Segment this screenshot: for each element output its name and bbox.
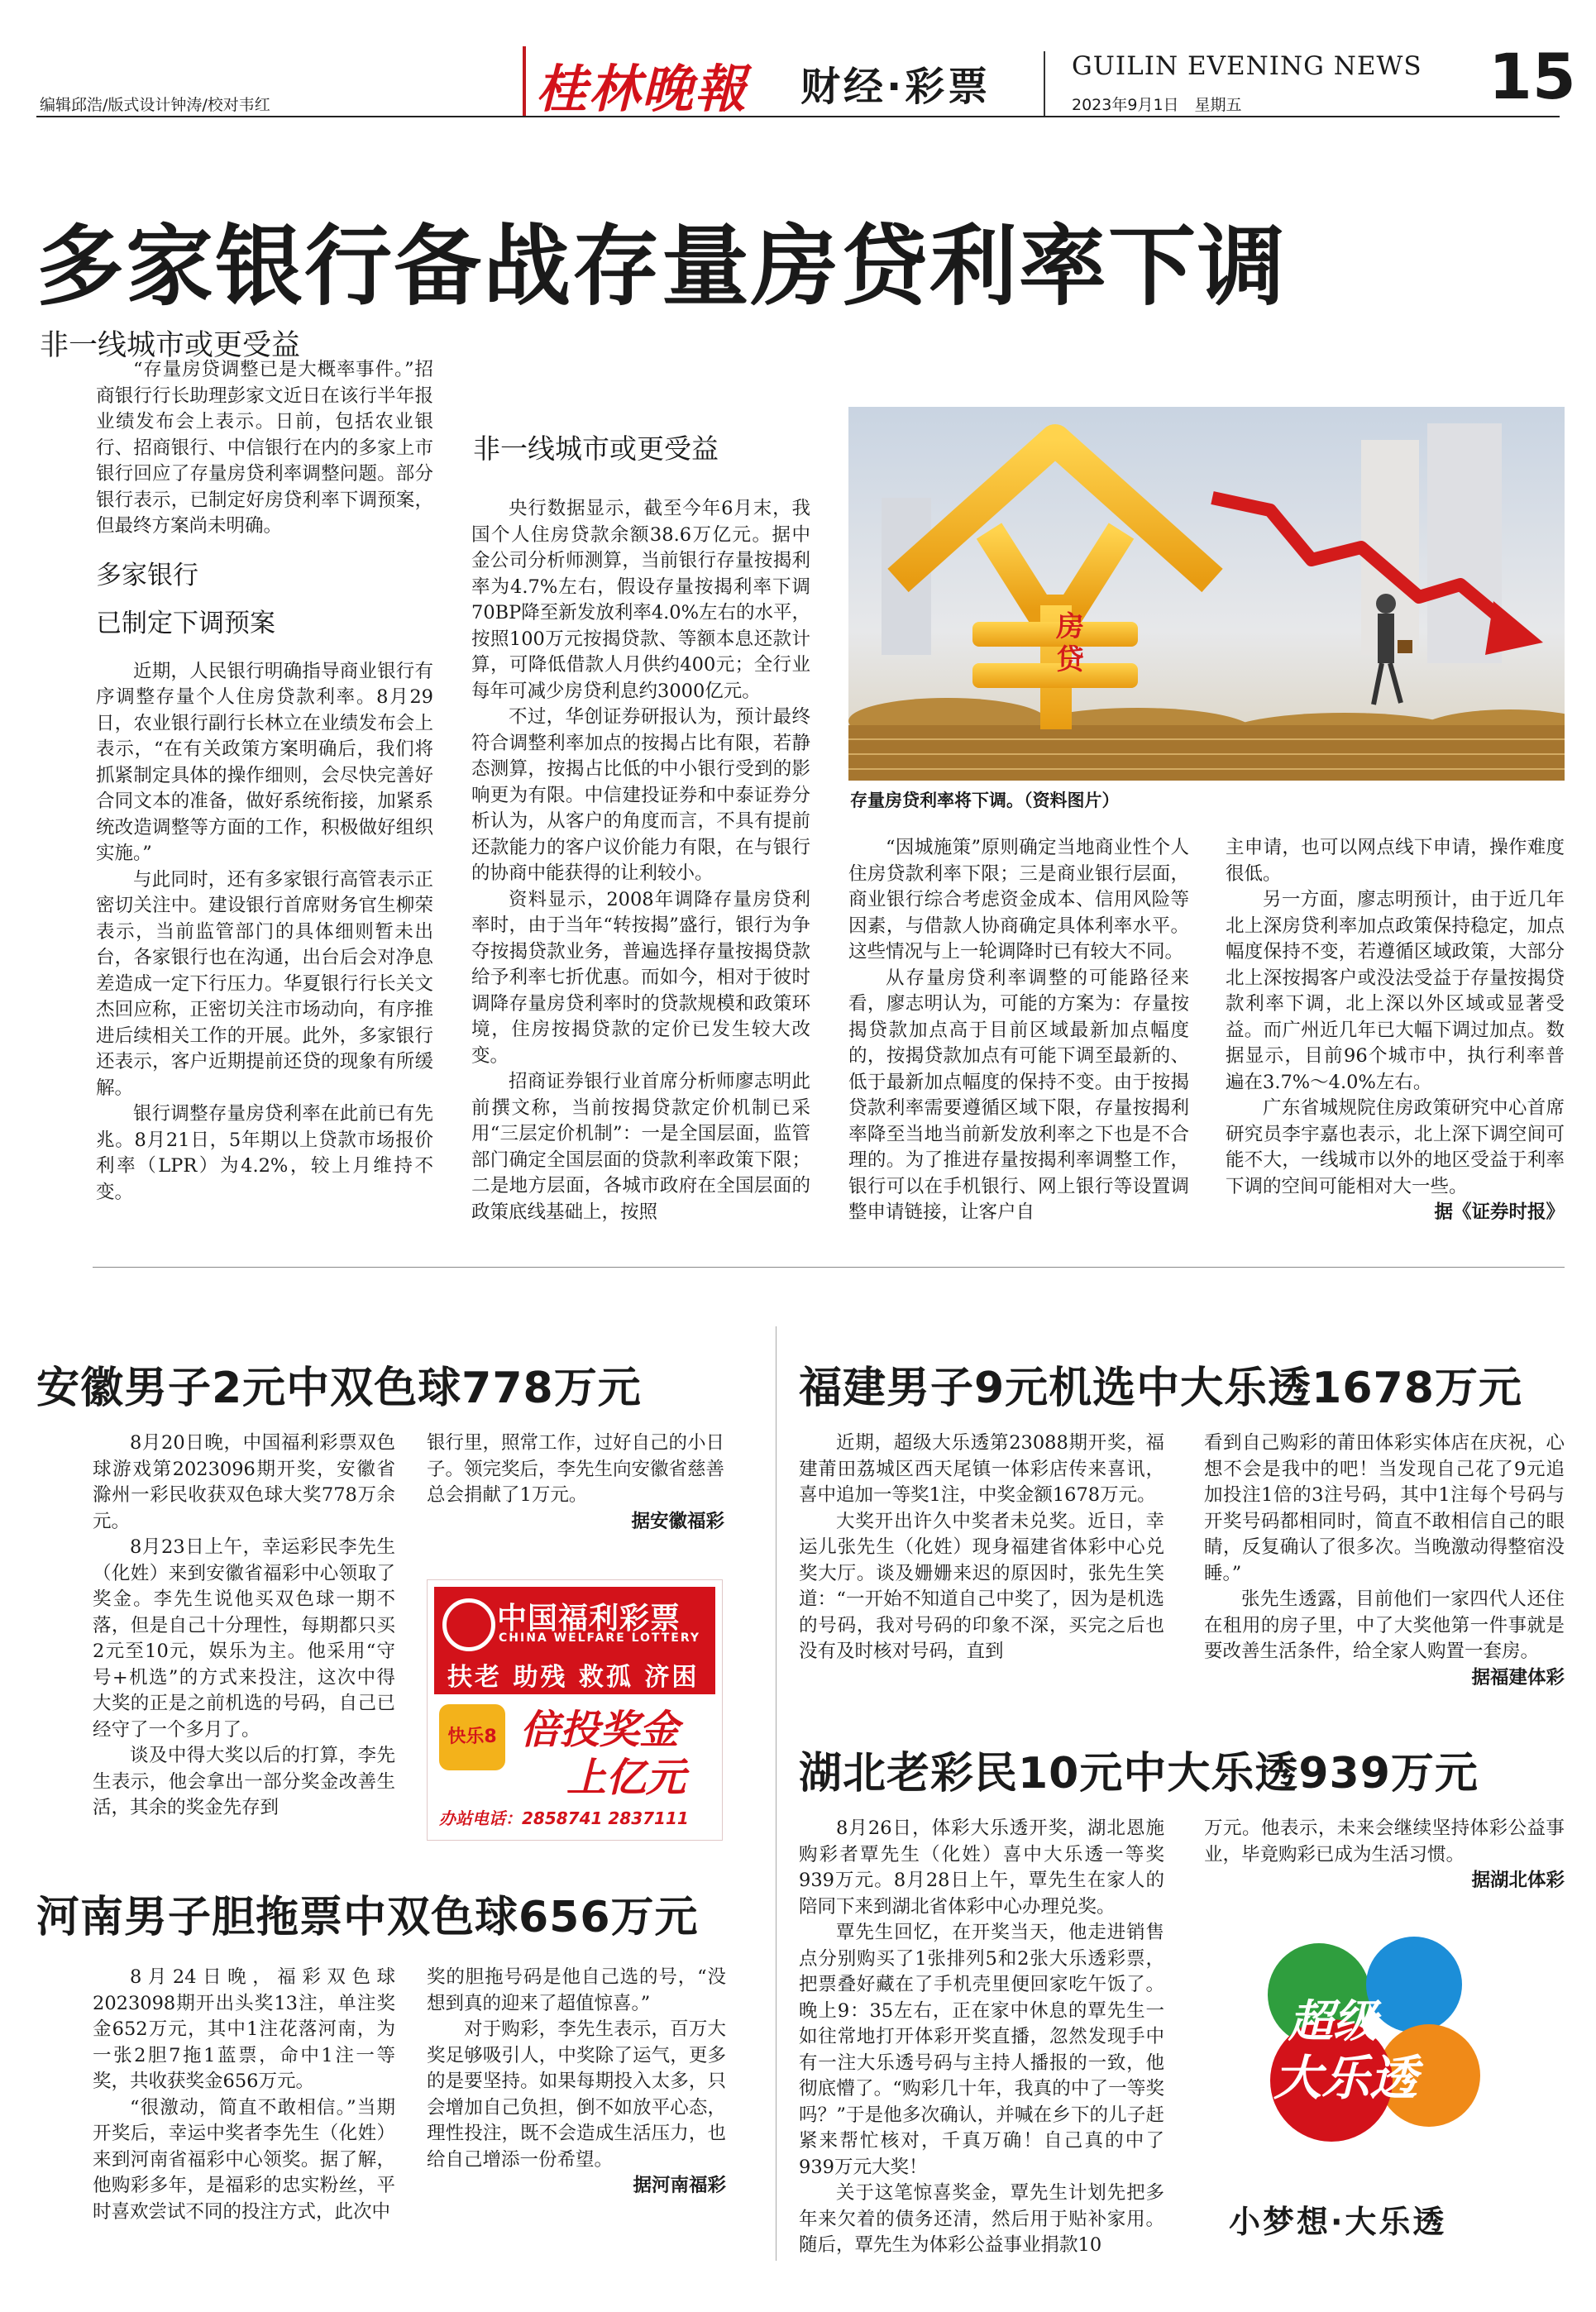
lead-subhead-1b: 已制定下调预案: [96, 608, 275, 638]
henan-column-1: [93, 1965, 395, 2225]
kl8-badge: 快乐8: [439, 1704, 505, 1770]
hubei-paragraph: 关于这笔惊喜奖金，覃先生计划先把多年来欠着的债务还清，然后用于贴补家用。随后，覃先生为体彩公益事业捐款10: [799, 2182, 1164, 2256]
section-name: 财经·彩票: [800, 64, 992, 110]
lead-column-1: [96, 357, 433, 1206]
welfare-ad-phone: [439, 1805, 689, 1829]
super-lotto-ad: [1240, 1935, 1513, 2191]
lead-paragraph: “存量房贷调整已是大概率事件。”招商银行行长助理彭家文近日在该行半年报业绩发布会上表示。日前，包括农业银行、招商银行、中信银行在内的多家上市银行回应了存量房贷利率调整问题。部分银行表示，已制定好房贷利率下调预案，但最终方案尚未明确。: [96, 359, 433, 537]
henan-source: 据河南福彩: [633, 2175, 726, 2196]
henan-column-2: [427, 1965, 726, 2200]
masthead-rule: [36, 116, 1560, 117]
henan-paragraph: 奖的胆拖号码是他自己选的号，“没想到真的迎来了超值惊喜。”: [427, 1966, 726, 2014]
fujian-headline: 福建男子9元机选中大乐透1678万元: [799, 1364, 1522, 1413]
lead-subtitle: 非一线城市或更受益: [40, 329, 301, 362]
fujian-source: 据福建体彩: [1471, 1666, 1565, 1689]
super-lotto-line1: 超级: [1288, 1995, 1378, 2047]
phone-label: 办站电话：: [439, 1808, 522, 1828]
section-divider: [93, 1267, 1565, 1268]
lead-headline: 多家银行备战存量房贷利率下调: [36, 216, 1287, 318]
hubei-column-2: [1204, 1816, 1565, 1894]
lead-paragraph: 主申请，也可以网点线下申请，操作难度很低。: [1226, 837, 1565, 885]
fujian-paragraph: 张先生透露，目前他们一家四代人还住在租用的房子里，中了大奖他第一件事就是要改善生活条件，给全家人购置一套房。: [1204, 1588, 1565, 1662]
welfare-lottery-ad: [427, 1579, 723, 1841]
masthead-divider-2: [1044, 51, 1045, 116]
anhui-column-2: [427, 1431, 724, 1535]
anhui-paragraph: 8月23日上午，幸运彩民李先生（化姓）来到安徽省福彩中心领取了奖金。李先生说他买双色球一期不落，但是自己十分理性，每期都只买2元至10元，娱乐为主。他采用“守号+机选”的方式来投注，这次中得大奖的正是之前机选的号码，自己已经守了一个多月了。: [93, 1536, 395, 1741]
lead-paragraph: 央行数据显示，截至今年6月末，我国个人住房贷款余额38.6万亿元。据中金公司分析师测算，当前银行存量按揭利率为4.7%左右，假设存量按揭利率下调70BP降至新发放利率4.0%左右的水平，按照100万元按揭贷款、等额本息还款计算，可降低借款人月供约400元；全行业每年可减少房贷利息约3000亿元。: [471, 498, 810, 702]
welfare-ad-line2: 上亿元: [566, 1755, 686, 1801]
lead-column-2: [471, 496, 810, 1225]
hubei-column-1: [799, 1816, 1164, 2259]
issue-date: 2023年9月1日 星期五: [1072, 96, 1242, 114]
henan-paragraph: 8月24日晚，福彩双色球2023098期开出头奖13注，单注奖金652万元，其中1注花落河南，为一张2胆7拖1蓝票，命中1注一等奖，共收获奖金656万元。: [93, 1966, 395, 2092]
lead-paragraph: 与此同时，还有多家银行高管表示正密切关注中。建设银行首席财务官生柳荣表示，当前监管部门的具体细则暂未出台，各家银行也在沟通，出台后会对净息差造成一定下行压力。华夏银行行长关文杰回应称，正密切关注市场动向，有序推进后续相关工作的开展。此外，多家银行还表示，客户近期提前还贷的现象有所缓解。: [96, 868, 433, 1099]
lead-paragraph: 招商证券银行业首席分析师廖志明此前撰文称，当前按揭贷款定价机制已采用“三层定价机制”：一是全国层面，监管部门确定全国层面的贷款利率政策下限；二是地方层面，各城市政府在全国层面的政策底线基础上，按照: [471, 1071, 810, 1223]
newspaper-logo: 桂林晚報: [536, 59, 748, 119]
hubei-paragraph: 覃先生回忆，在开奖当天，他走进销售点分别购买了1张排列5和2张大乐透彩票，把票叠好藏在了手机壳里便回家吃午饭了。晚上9：35左右，正在家中休息的覃先生一如往常地打开体彩开奖直播，忽然发现手中有一注大乐透号码与主持人播报的一致，他彻底懵了。“购彩几十年，我真的中了一等奖吗？”于是他多次确认，并喊在乡下的儿子赶紧来帮忙核对，千真万确！自己真的中了939万元大奖！: [799, 1922, 1164, 2178]
lead-paragraph: 广东省城规院住房政策研究中心首席研究员李宇嘉也表示，北上深下调空间可能不大，一线城市以外的地区受益于利率下调的空间可能相对大一些。: [1226, 1097, 1565, 1197]
photo-caption: 存量房贷利率将下调。（资料图片）: [850, 791, 1120, 810]
lead-column-3: [848, 835, 1189, 1226]
paper-name-en: GUILIN EVENING NEWS: [1072, 51, 1422, 81]
phone-numbers: 2858741 2837111: [522, 1808, 689, 1828]
welfare-ad-slogan: 扶老 助残 救孤 济困: [447, 1663, 700, 1692]
henan-paragraph: 对于购彩，李先生表示，百万大奖足够吸引人，中奖除了运气，更多的是要坚持。如果每期投入太多，只会增加自己负担，倒不如放平心态，理性投注，既不会造成生活压力，也给自己增添一份希望。: [427, 2018, 726, 2171]
hubei-source: 据湖北体彩: [1471, 1870, 1565, 1891]
welfare-ad-en: CHINA WELFARE LOTTERY: [499, 1631, 701, 1645]
fujian-column-1: [799, 1431, 1164, 1665]
lead-paragraph: “因城施策”原则确定当地商业性个人住房贷款利率下限；三是商业银行层面，商业银行综合考虑资金成本、信用风险等因素，与借款人协商确定具体利率水平。这些情况与上一轮调降时已有较大不同。: [848, 837, 1189, 963]
anhui-source: 据安徽福彩: [631, 1510, 724, 1532]
lead-subhead-2: 非一线城市或更受益: [473, 432, 719, 465]
hubei-paragraph: 8月26日，体彩大乐透开奖，湖北恩施购彩者覃先生（化姓）喜中大乐透一等奖939万元。8月28日上午，覃先生在家人的陪同下来到湖北省体彩中心办理兑奖。: [799, 1818, 1164, 1918]
lead-source: 据《证券时报》: [1434, 1201, 1565, 1223]
super-lotto-slogan: 小梦想·大乐透: [1229, 2204, 1447, 2240]
editors-line: 编辑邱浩/版式设计钟涛/校对韦红: [40, 96, 270, 114]
photo-sign-text: 房贷: [1056, 610, 1084, 676]
fujian-paragraph: 大奖开出许久中奖者未兑奖。近日，幸运儿张先生（化姓）现身福建省体彩中心兑奖大厅。谈及姗姗来迟的原因时，张先生笑道：“一开始不知道自己中奖了，因为是机选的号码，我对号码的印象不深，买完之后也没有及时核对号码，直到: [799, 1510, 1164, 1662]
lead-photo: [848, 407, 1565, 781]
house-loan-illustration: [848, 407, 1565, 781]
anhui-paragraph: 谈及中得大奖以后的打算，李先生表示，他会拿出一部分奖金改善生活，其余的奖金先存到: [93, 1745, 395, 1818]
lead-paragraph: 近期，人民银行明确指导商业银行有序调整存量个人住房贷款利率。8月29日，农业银行副行长林立在业绩发布会上表示，“在有关政策方案明确后，我们将抓紧制定具体的操作细则，会尽快完善好合同文本的准备，做好系统衔接，加紧系统改造调整等方面的工作，积极做好组织实施。”: [96, 660, 433, 864]
anhui-paragraph: 银行里，照常工作，过好自己的小日子。领完奖后，李先生向安徽省慈善总会捐献了1万元。: [427, 1432, 725, 1506]
welfare-ad-cn: 中国福利彩票: [497, 1602, 681, 1636]
welfare-logo-icon: [442, 1598, 495, 1651]
lead-paragraph: 银行调整存量房贷利率在此前已有先兆。8月21日，5年期以上贷款市场报价利率（LPR）为4.2%，较上月维持不变。: [96, 1103, 433, 1203]
henan-paragraph: “很激动，简直不敢相信。”当期开奖后，幸运中奖者李先生（化姓）来到河南省福彩中心领奖。据了解，他购彩多年，是福彩的忠实粉丝，平时喜欢尝试不同的投注方式，此次中: [93, 2096, 395, 2223]
hubei-headline: 湖北老彩民10元中大乐透939万元: [799, 1749, 1479, 1798]
lead-paragraph: 资料显示，2008年调降存量房贷利率时，由于当年“转按揭”盛行，银行为争夺按揭贷款业务，普遍选择存量按揭贷款给予利率七折优惠。而如今，相对于彼时调降存量房贷利率时的贷款规模和政策环境，住房按揭贷款的定价已发生较大改变。: [471, 888, 810, 1067]
anhui-headline: 安徽男子2元中双色球778万元: [36, 1364, 642, 1413]
masthead-divider: [523, 46, 526, 116]
hubei-paragraph: 万元。他表示，未来会继续坚持体彩公益事业，毕竟购彩已成为生活习惯。: [1204, 1818, 1565, 1865]
page-number: 15: [1488, 40, 1576, 113]
lead-paragraph: 不过，华创证券研报认为，预计最终符合调整利率加点的按揭占比有限，若静态测算，按揭占比低的中小银行受到的影响更为有限。中信建投证券和中泰证券分析认为，从客户的角度而言，不具有提前还款能力的客户议价能力有限，在与银行的协商中能获得的让利较小。: [471, 706, 810, 884]
welfare-ad-line1: 倍投奖金: [520, 1707, 680, 1753]
henan-headline: 河南男子胆拖票中双色球656万元: [36, 1893, 699, 1942]
fujian-paragraph: 近期，超级大乐透第23088期开奖，福建莆田荔城区西天尾镇一体彩店传来喜讯，喜中追加一等奖1注，中奖金额1678万元。: [799, 1432, 1164, 1506]
lead-paragraph: 另一方面，廖志明预计，由于近几年北上深房贷利率加点政策保持稳定，加点幅度保持不变，若遵循区域政策，大部分北上深按揭客户或没法受益于存量按揭贷款利率下调，北上深以外区域或显著受益。而广州近几年已大幅下调过加点。数据显示，目前96个城市中，执行利率普遍在3.7%～4.0%左右。: [1226, 889, 1565, 1093]
lead-paragraph: 从存量房贷利率调整的可能路径来看，廖志明认为，可能的方案为：存量按揭贷款加点高于目前区域最新加点幅度的，按揭贷款加点有可能下调至最新的、低于最新加点幅度的保持不变。由于按揭贷款利率需要遵循区域下限，存量按揭利率降至当地当前新发放利率之下也是不合理的。为了推进存量按揭利率调整工作，银行可以在手机银行、网上银行等设置调整申请链接，让客户自: [848, 967, 1189, 1223]
fujian-paragraph: 看到自己购彩的莆田体彩实体店在庆祝，心想不会是我中的吧！当发现自己花了9元追加投注1倍的3注号码，其中1注每个号码与开奖号码都相同时，简直不敢相信自己的眼睛，反复确认了很多次。当晚激动得整宿没睡。”: [1204, 1432, 1565, 1584]
fujian-column-2: [1204, 1431, 1565, 1691]
super-lotto-line2: 大乐透: [1273, 2050, 1418, 2106]
lead-column-4: [1226, 835, 1565, 1226]
lead-subhead-1a: 多家银行: [96, 560, 198, 590]
anhui-paragraph: 8月20日晚，中国福利彩票双色球游戏第2023096期开奖，安徽省滁州一彩民收获双色球大奖778万余元。: [93, 1432, 395, 1532]
anhui-column-1: [93, 1431, 395, 1819]
